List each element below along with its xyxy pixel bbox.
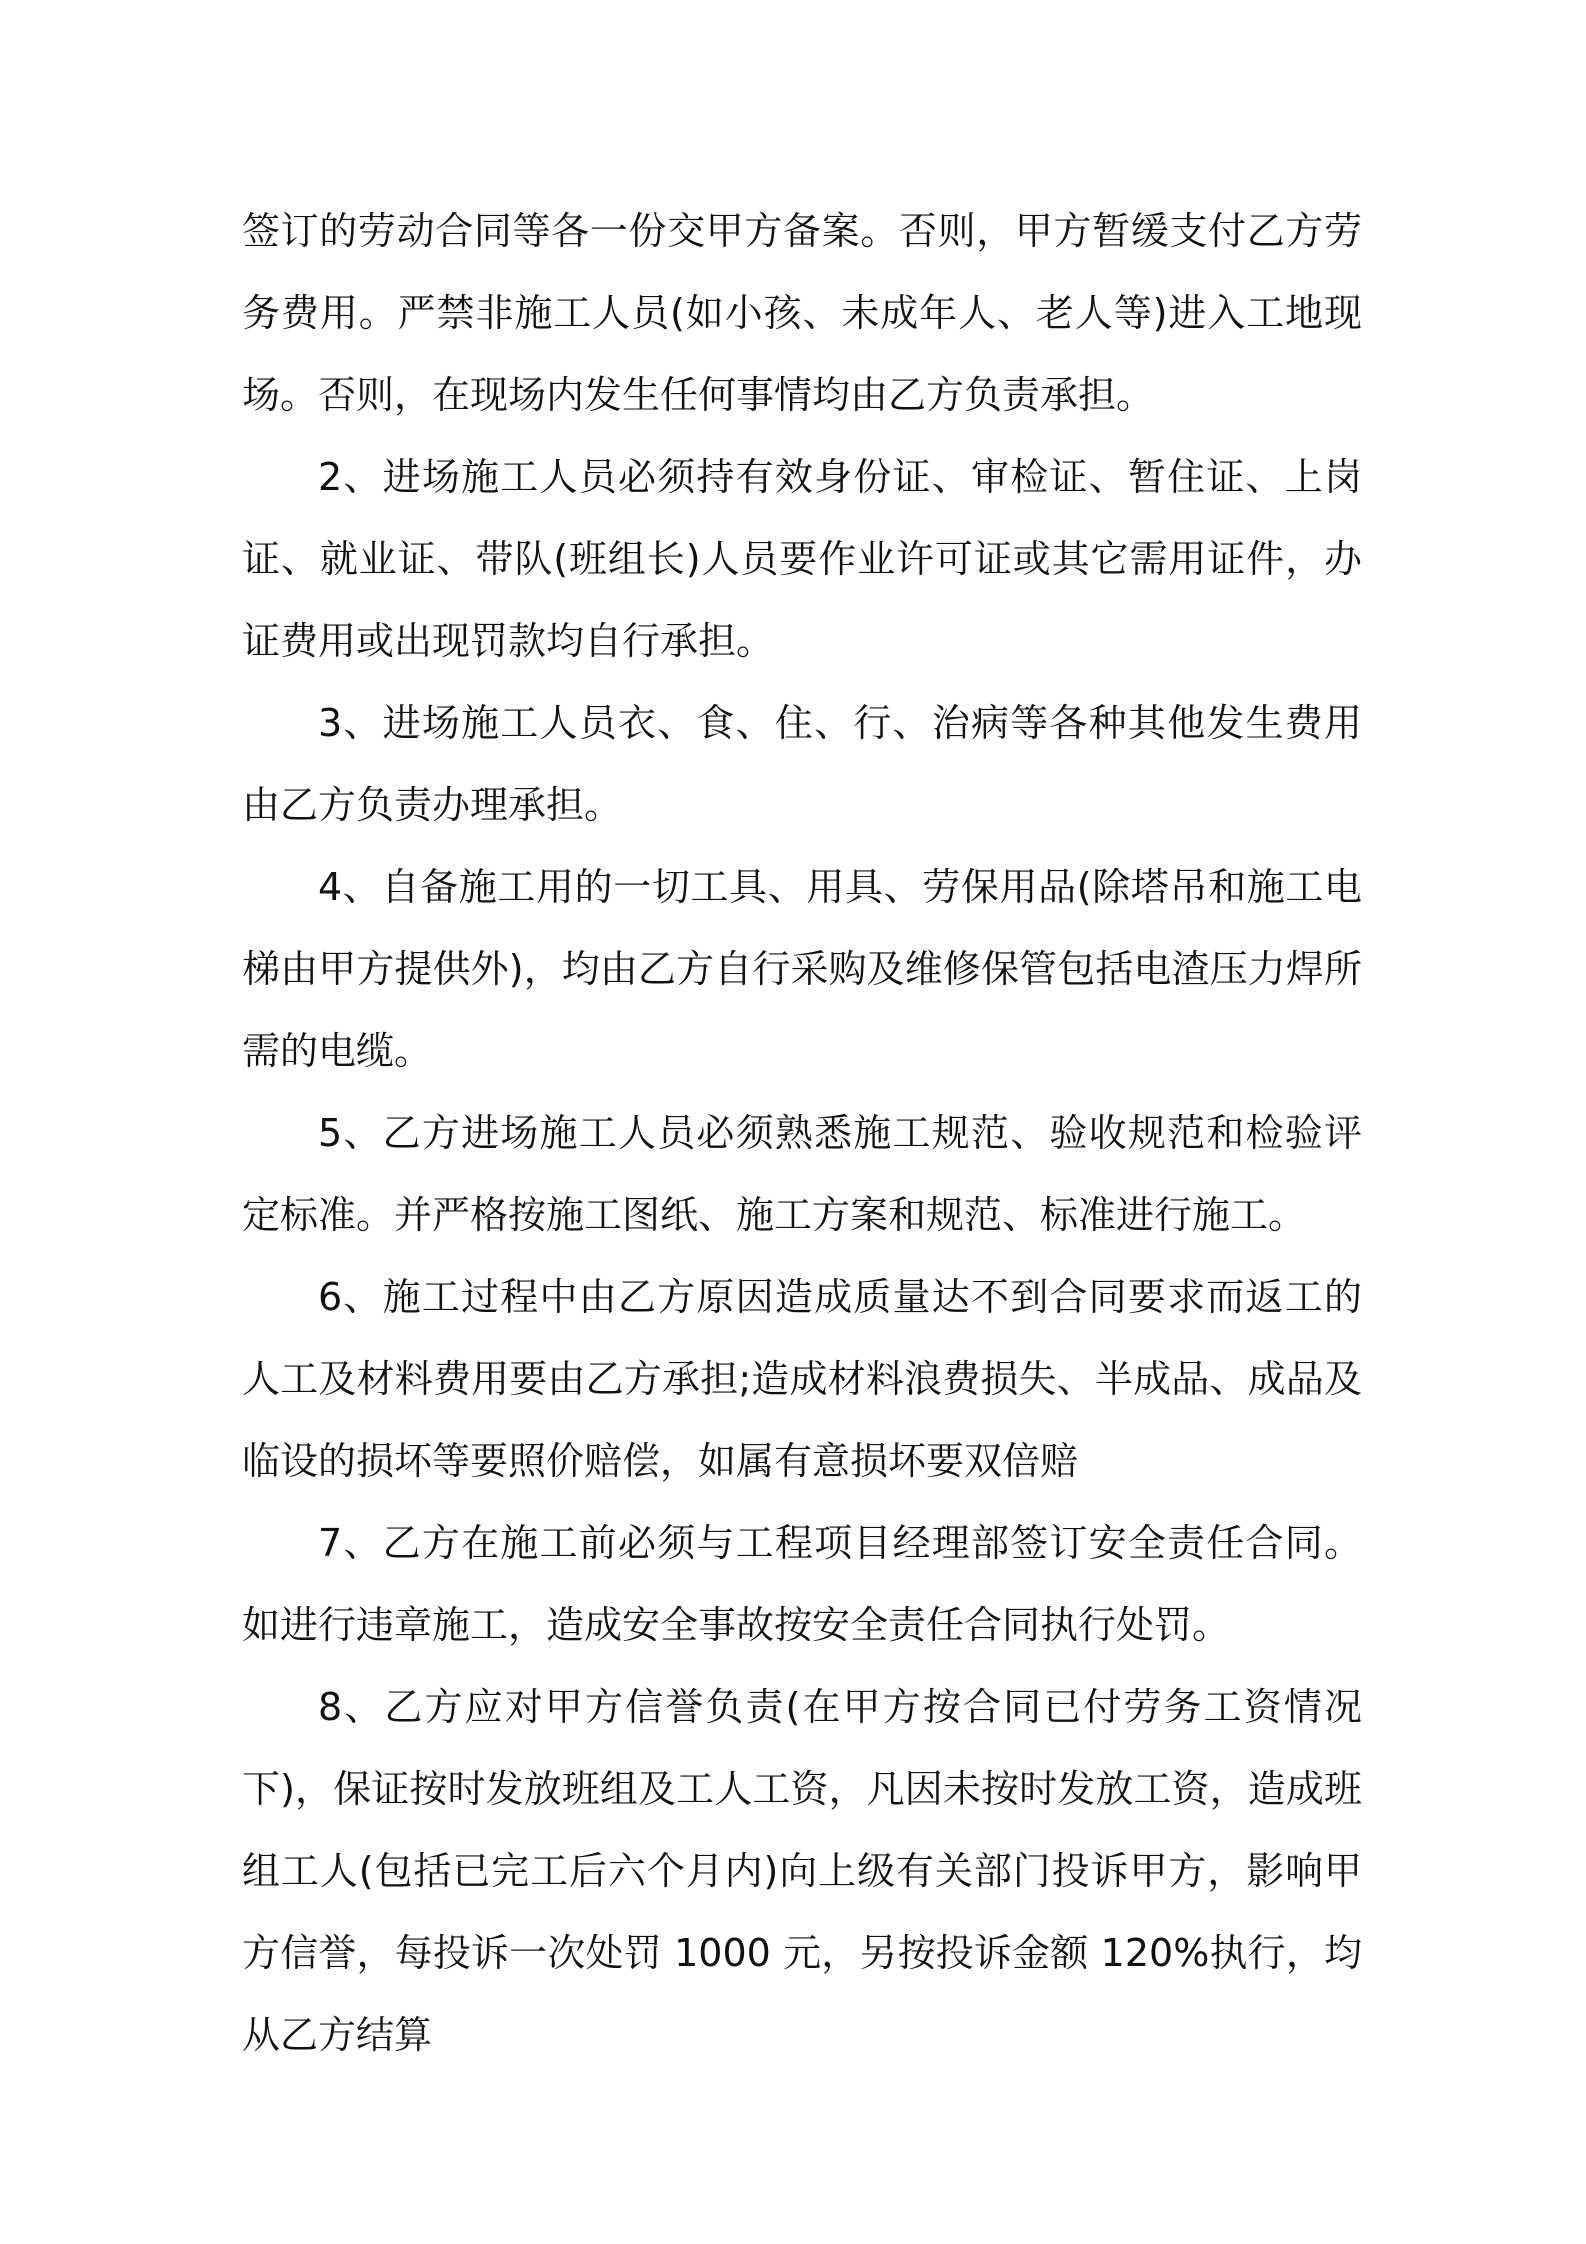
paragraph-clause-2: 2、进场施工人员必须持有效身份证、审检证、暂住证、上岗证、就业证、带队(班组长)人员要作业许可证或其它需用证件，办证费用或出现罚款均自行承担。 — [242, 455, 1362, 663]
paragraph-clause-3: 3、进场施工人员衣、食、住、行、治病等各种其他发生费用由乙方负责办理承担。 — [242, 701, 1362, 827]
paragraph-clause-8: 8、乙方应对甲方信誉负责(在甲方按合同已付劳务工资情况下)，保证按时发放班组及工人工资，凡因未按时发放工资，造成班组工人(包括已完工后六个月内)向上级有关部门投诉甲方，影响甲方信誉，每投诉一次处罚 1000 元，另按投诉金额 120%执行，均从乙方结算 — [242, 1685, 1362, 2057]
paragraph-clause-4: 4、自备施工用的一切工具、用具、劳保用品(除塔吊和施工电梯由甲方提供外)，均由乙方自行采购及维修保管包括电渣压力焊所需的电缆。 — [242, 865, 1362, 1073]
paragraph-clause-7: 7、乙方在施工前必须与工程项目经理部签订安全责任合同。如进行违章施工，造成安全事故按安全责任合同执行处罚。 — [242, 1521, 1362, 1647]
paragraph-continuation: 签订的劳动合同等各一份交甲方备案。否则，甲方暂缓支付乙方劳务费用。严禁非施工人员(如小孩、未成年人、老人等)进入工地现场。否则，在现场内发生任何事情均由乙方负责承担。 — [242, 209, 1362, 417]
paragraph-clause-6: 6、施工过程中由乙方原因造成质量达不到合同要求而返工的人工及材料费用要由乙方承担;造成材料浪费损失、半成品、成品及临设的损坏等要照价赔偿，如属有意损坏要双倍赔 — [242, 1275, 1362, 1483]
document-body — [242, 190, 1362, 2076]
paragraph-clause-5: 5、乙方进场施工人员必须熟悉施工规范、验收规范和检验评定标准。并严格按施工图纸、施工方案和规范、标准进行施工。 — [242, 1111, 1362, 1237]
